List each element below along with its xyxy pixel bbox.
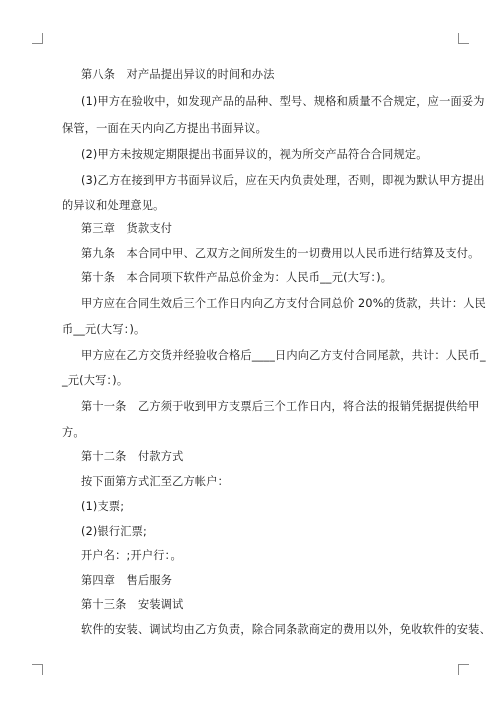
chapter-3-heading: 第三章 货款支付 xyxy=(81,222,173,235)
payment-final-line-2: _元(大写：)。 xyxy=(62,374,129,387)
article-13-line-1: 软件的安装、调试均由乙方负责，除合同条款商定的费用以外，免收软件的安装、 xyxy=(81,623,491,636)
article-8-item-3-line-2: 的异议和处理意见。 xyxy=(62,199,165,212)
article-8-item-3-line-1: (3)乙方在接到甲方书面异议后，应在天内负责处理，否则，即视为默认甲方提出 xyxy=(81,174,485,187)
article-11-line-2: 方。 xyxy=(62,426,85,439)
payment-first-line-1: 甲方应在合同生效后三个工作日内向乙方支付合同总价 20%的货款，共计：人民 xyxy=(81,297,487,310)
payment-method-bank-draft: (2)银行汇票; xyxy=(81,525,147,538)
crop-mark-bottom-left xyxy=(32,664,43,675)
article-8-heading: 第八条 对产品提出异议的时间和办法 xyxy=(81,68,275,81)
article-8-item-2: (2)甲方未按规定期限提出书面异议的，视为所交产品符合合同规定。 xyxy=(81,148,428,161)
article-10: 第十条 本合同项下软件产品总价金为：人民币__元(大写：)。 xyxy=(81,271,393,284)
chapter-4-heading: 第四章 售后服务 xyxy=(81,574,173,587)
article-11-line-1: 第十一条 乙方须于收到甲方支票后三个工作日内，将合法的报销凭据提供给甲 xyxy=(81,400,480,413)
payment-method-intro: 按下面第方式汇至乙方帐户： xyxy=(81,475,230,488)
article-8-item-1-line-2: 保管，一面在天内向乙方提出书面异议。 xyxy=(62,122,267,135)
payment-method-check: (1)支票; xyxy=(81,500,125,513)
article-8-item-1-line-1: (1)甲方在验收中，如发现产品的品种、型号、规格和质量不合规定，应一面妥为 xyxy=(81,95,485,108)
crop-mark-top-left xyxy=(32,33,43,44)
article-9: 第九条 本合同中甲、乙双方之间所发生的一切费用以人民币进行结算及支付。 xyxy=(81,247,480,260)
crop-mark-top-right xyxy=(458,33,469,44)
payment-final-line-1: 甲方应在乙方交货并经验收合格后____日内向乙方支付合同尾款，共计：人民币_ xyxy=(81,349,486,362)
crop-mark-bottom-right xyxy=(458,664,469,675)
payment-first-line-2: 币__元(大写：)。 xyxy=(62,323,146,336)
article-13-heading: 第十三条 安装调试 xyxy=(81,598,184,611)
article-12-heading: 第十二条 付款方式 xyxy=(81,450,184,463)
account-info: 开户名：;开户行：。 xyxy=(81,549,182,562)
